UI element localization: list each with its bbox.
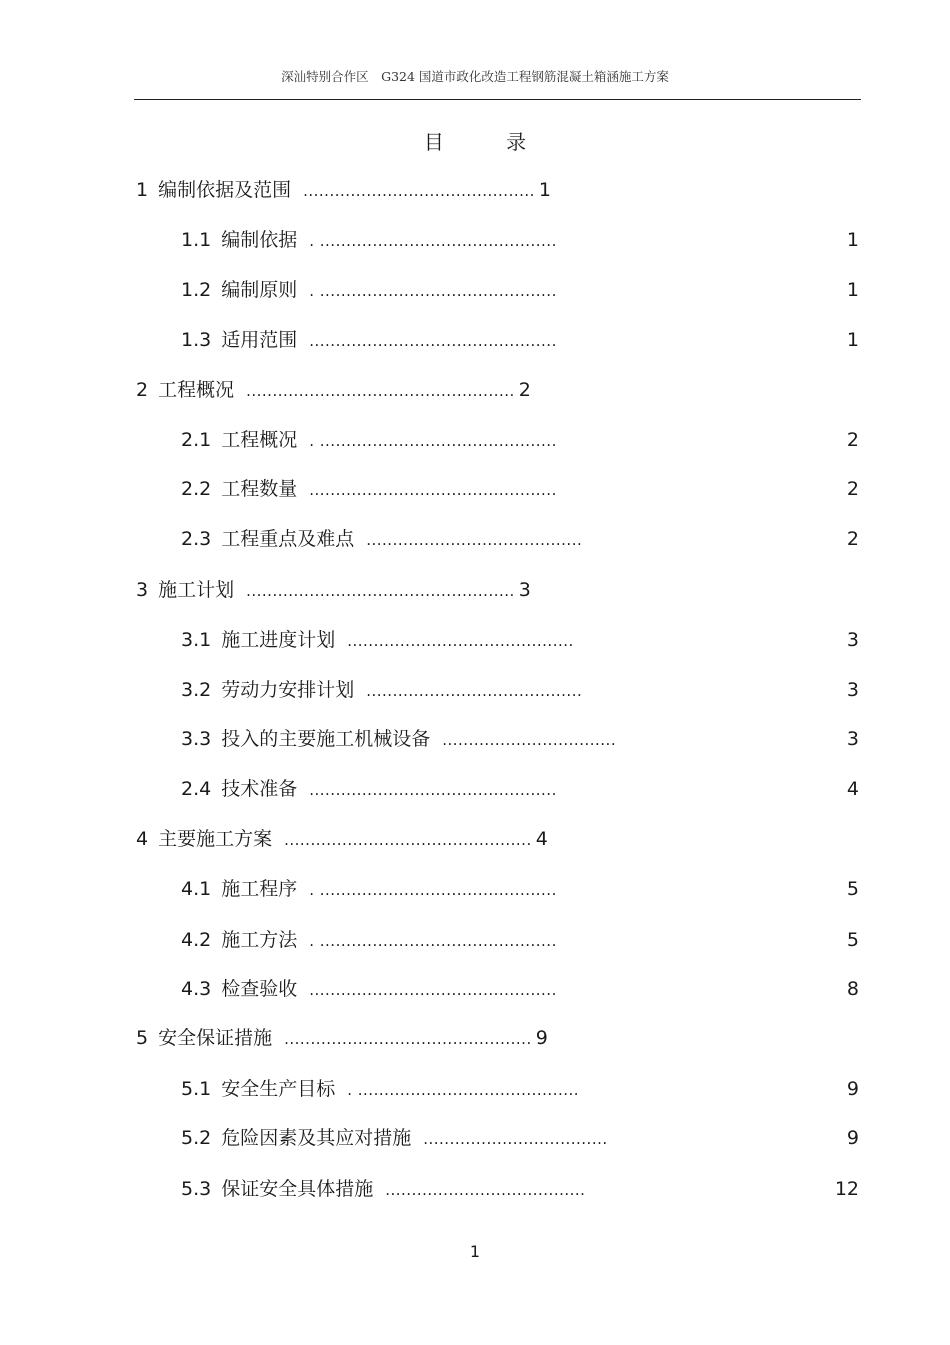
toc-entry-page: 9 [846,1078,859,1100]
toc-entry-title: 工程重点及难点 [221,528,355,550]
toc-entry-page: 4 [535,828,548,850]
toc-entry-number: 1.2 [181,279,212,301]
toc-entry-number: 2 [136,379,149,401]
toc-entry-number: 4.3 [181,978,212,1000]
toc-entry-title: 安全生产目标 [221,1078,336,1100]
toc-entry-number: 4 [136,828,149,850]
toc-entry-leader: ............................................... [309,332,557,350]
toc-entry[interactable] [136,1024,548,1052]
toc-entry-page: 4 [846,778,859,800]
toc-entry[interactable] [181,725,859,753]
toc-entry[interactable] [136,176,551,204]
toc-entry-title: 投入的主要施工机械设备 [221,728,431,750]
toc-entry-number: 5.2 [181,1127,212,1149]
toc-entry-page: 1 [846,329,859,351]
toc-entry-leader: ............................................ [303,182,535,200]
toc-entry-leader: . ............................................. [309,232,557,250]
toc-entry-number: 5.1 [181,1078,212,1100]
toc-entry-leader: ......................................... [366,682,583,700]
toc-entry-leader: ........................................... [347,632,574,650]
toc-entry-page: 3 [846,728,859,750]
toc-entry-title: 主要施工方案 [158,828,273,850]
toc-entry[interactable] [181,276,859,304]
toc-entry-title: 施工程序 [221,878,298,900]
toc-entry-title: 工程数量 [221,478,298,500]
toc-entry-leader: ................................................... [246,582,515,600]
toc-entry-page: 3 [846,629,859,651]
running-header: 深汕特别合作区 G324 国道市政化改造工程钢筋混凝土箱涵施工方案 [281,69,669,84]
toc-entry-number: 4.1 [181,878,212,900]
toc-entry-title: 工程概况 [158,379,235,401]
toc-entry-leader: ................................................... [246,382,515,400]
toc-entry-title: 编制原则 [221,279,298,301]
toc-entry-page: 2 [846,528,859,550]
toc-entry-page: 3 [846,679,859,701]
toc-entry-title: 施工方法 [221,929,298,951]
toc-entry-leader: ............................................... [284,1030,532,1048]
toc-entry[interactable] [181,975,859,1003]
toc-entry-page: 5 [846,929,859,951]
toc-entry-title: 检查验收 [221,978,298,1000]
toc-entry-number: 3.1 [181,629,212,651]
toc-entry-leader: ............................................... [309,981,557,999]
toc-entry-leader: ............................................... [309,781,557,799]
toc-entry[interactable] [181,475,859,503]
toc-entry-leader: . ............................................. [309,282,557,300]
toc-entry-title: 适用范围 [221,329,298,351]
toc-entry[interactable] [181,1075,859,1103]
toc-entry-leader: ................................. [442,731,617,749]
toc-entry-page: 2 [846,429,859,451]
toc-entry-page: 1 [846,229,859,251]
toc-entry[interactable] [181,626,859,654]
toc-entry-leader: . ............................................. [309,932,557,950]
toc-entry-leader: . ............................................. [309,881,557,899]
toc-entry-title: 安全保证措施 [158,1027,273,1049]
toc-entry-title: 编制依据 [221,229,298,251]
toc-entry[interactable] [181,926,859,954]
toc-entry-leader: . ............................................. [309,432,557,450]
toc-entry-title: 施工进度计划 [221,629,336,651]
toc-entry-page: 1 [846,279,859,301]
toc-entry-title: 工程概况 [221,429,298,451]
toc-entry-number: 1.3 [181,329,212,351]
toc-entry-leader: . .......................................... [347,1081,580,1099]
toc-entry-number: 2.2 [181,478,212,500]
toc-entry-title: 保证安全具体措施 [221,1178,374,1200]
toc-entry[interactable] [181,326,859,354]
toc-entry-title: 施工计划 [158,579,235,601]
toc-entry-leader: ...................................... [385,1181,586,1199]
toc-entry-leader: ............................................... [309,481,557,499]
toc-entry[interactable] [136,576,531,604]
toc-entry[interactable] [181,525,859,553]
toc-entry-number: 4.2 [181,929,212,951]
toc-entry-number: 1.1 [181,229,212,251]
toc-entry-number: 5.3 [181,1178,212,1200]
toc-entry[interactable] [181,1175,859,1203]
toc-entry-leader: ................................... [423,1130,608,1148]
toc-entry-leader: ......................................... [366,531,583,549]
page-number: 1 [469,1242,481,1261]
toc-entry[interactable] [136,376,531,404]
toc-entry[interactable] [181,1124,859,1152]
toc-entry[interactable] [181,875,859,903]
toc-title: 目 录 [423,130,555,154]
toc-entry[interactable] [181,676,859,704]
toc-entry-number: 2.4 [181,778,212,800]
toc-entry-page: 9 [535,1027,548,1049]
toc-entry[interactable] [181,426,859,454]
toc-entry-number: 3.3 [181,728,212,750]
toc-entry-title: 技术准备 [221,778,298,800]
toc-entry-page: 8 [846,978,859,1000]
toc-entry[interactable] [136,825,548,853]
toc-entry-title: 劳动力安排计划 [221,679,355,701]
toc-entry-page: 2 [846,478,859,500]
toc-entry-page: 2 [518,379,531,401]
toc-entry-number: 3 [136,579,149,601]
toc-entry-number: 5 [136,1027,149,1049]
toc-entry-number: 3.2 [181,679,212,701]
toc-entry-number: 2.3 [181,528,212,550]
toc-entry-page: 1 [538,179,551,201]
toc-entry-title: 危险因素及其应对措施 [221,1127,412,1149]
toc-entry-number: 1 [136,179,149,201]
toc-entry-leader: ............................................... [284,831,532,849]
toc-entry-page: 9 [846,1127,859,1149]
toc-entry[interactable] [181,226,859,254]
toc-entry[interactable] [181,775,859,803]
toc-entry-number: 2.1 [181,429,212,451]
toc-entry-page: 5 [846,878,859,900]
toc-entry-page: 12 [834,1178,859,1200]
toc-entry-title: 编制依据及范围 [158,179,292,201]
toc-entry-page: 3 [518,579,531,601]
